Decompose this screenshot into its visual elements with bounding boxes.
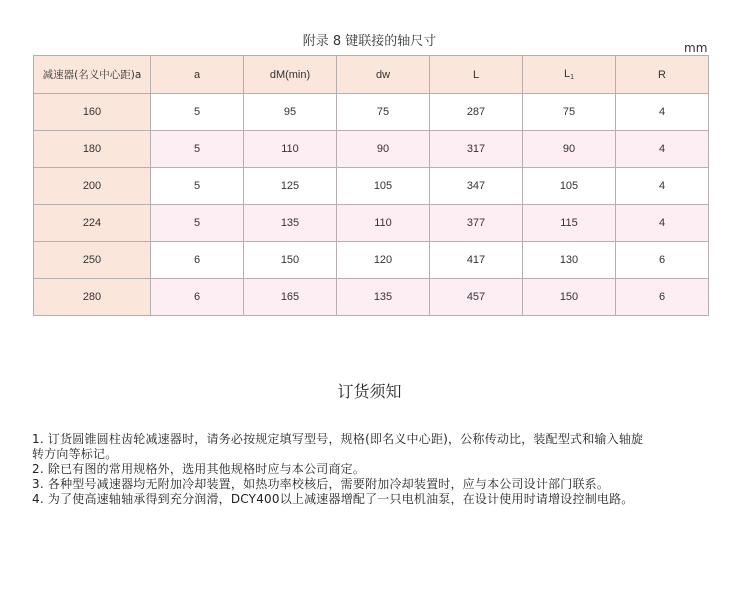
table-row xyxy=(34,168,709,205)
table-cell: 5 xyxy=(151,131,244,168)
table-cell: 150 xyxy=(523,279,616,316)
table-cell: 6 xyxy=(151,242,244,279)
header-cell xyxy=(523,56,616,94)
table-cell: 150 xyxy=(244,242,337,279)
table-cell: 110 xyxy=(244,131,337,168)
row-label-cell: 250 xyxy=(34,242,151,279)
table-cell: 165 xyxy=(244,279,337,316)
row-label-cell: 200 xyxy=(34,168,151,205)
header-cell-text: L xyxy=(563,68,571,80)
notice-line: 3. 各种型号减速器均无附加冷却装置，如热功率校核后，需要附加冷却装置时，应与本公司设计部门联系。 xyxy=(32,477,610,491)
table-cell: 125 xyxy=(244,168,337,205)
notice-line: 转方向等标记。 xyxy=(32,447,118,461)
table-cell: 5 xyxy=(151,205,244,242)
table-title: 附录 8 键联接的轴尺寸 xyxy=(302,34,437,49)
table-cell: 110 xyxy=(337,205,430,242)
table-cell: 90 xyxy=(523,131,616,168)
table-cell: 4 xyxy=(616,94,709,131)
table-cell: 75 xyxy=(337,94,430,131)
row-label-cell: 180 xyxy=(34,131,151,168)
table-header-row xyxy=(34,56,709,94)
table-cell: 95 xyxy=(244,94,337,131)
notice-line: 4. 为了使高速轴轴承得到充分润滑，DCY400以上减速器增配了一只电机油泵，在设计使用时请增设控制电路。 xyxy=(32,492,634,506)
table-cell: 130 xyxy=(523,242,616,279)
table-row xyxy=(34,205,709,242)
table-cell: 377 xyxy=(430,205,523,242)
table-cell: 4 xyxy=(616,131,709,168)
table-cell: 317 xyxy=(430,131,523,168)
row-label-cell: 224 xyxy=(34,205,151,242)
table-cell: 457 xyxy=(430,279,523,316)
table-cell: 90 xyxy=(337,131,430,168)
table-cell: 5 xyxy=(151,94,244,131)
table-cell: 135 xyxy=(337,279,430,316)
table-row xyxy=(34,94,709,131)
row-label-cell: 160 xyxy=(34,94,151,131)
table-cell: 105 xyxy=(523,168,616,205)
table-cell: 4 xyxy=(616,205,709,242)
table-row xyxy=(34,279,709,316)
header-subscript: 1 xyxy=(570,74,575,81)
order-notice-title: 订货须知 xyxy=(337,382,402,401)
table-row xyxy=(34,131,709,168)
table-cell: 75 xyxy=(523,94,616,131)
table-cell: 135 xyxy=(244,205,337,242)
row-label-cell: 280 xyxy=(34,279,151,316)
header-cell: a xyxy=(151,56,244,94)
table-cell: 5 xyxy=(151,168,244,205)
table-cell: 347 xyxy=(430,168,523,205)
table-cell: 6 xyxy=(616,242,709,279)
notice-line: 2. 除已有图的常用规格外，选用其他规格时应与本公司商定。 xyxy=(32,462,366,476)
table-cell: 115 xyxy=(523,205,616,242)
header-cell: L xyxy=(430,56,523,94)
dimension-table xyxy=(33,55,709,316)
order-notice-list xyxy=(32,432,732,507)
table-cell: 120 xyxy=(337,242,430,279)
table-cell: 4 xyxy=(616,168,709,205)
table-row xyxy=(34,242,709,279)
unit-label: mm xyxy=(684,41,708,55)
header-cell: R xyxy=(616,56,709,94)
header-cell: dw xyxy=(337,56,430,94)
header-cell: 减速器(名义中心距)a xyxy=(34,56,151,94)
notice-line: 1. 订货圆锥圆柱齿轮减速器时，请务必按规定填写型号，规格(即名义中心距)，公称传动比，装配型式和输入轴旋 xyxy=(32,432,644,446)
header-cell: dM(min) xyxy=(244,56,337,94)
table-cell: 6 xyxy=(151,279,244,316)
table-cell: 105 xyxy=(337,168,430,205)
table-cell: 417 xyxy=(430,242,523,279)
table-cell: 6 xyxy=(616,279,709,316)
table-cell: 287 xyxy=(430,94,523,131)
